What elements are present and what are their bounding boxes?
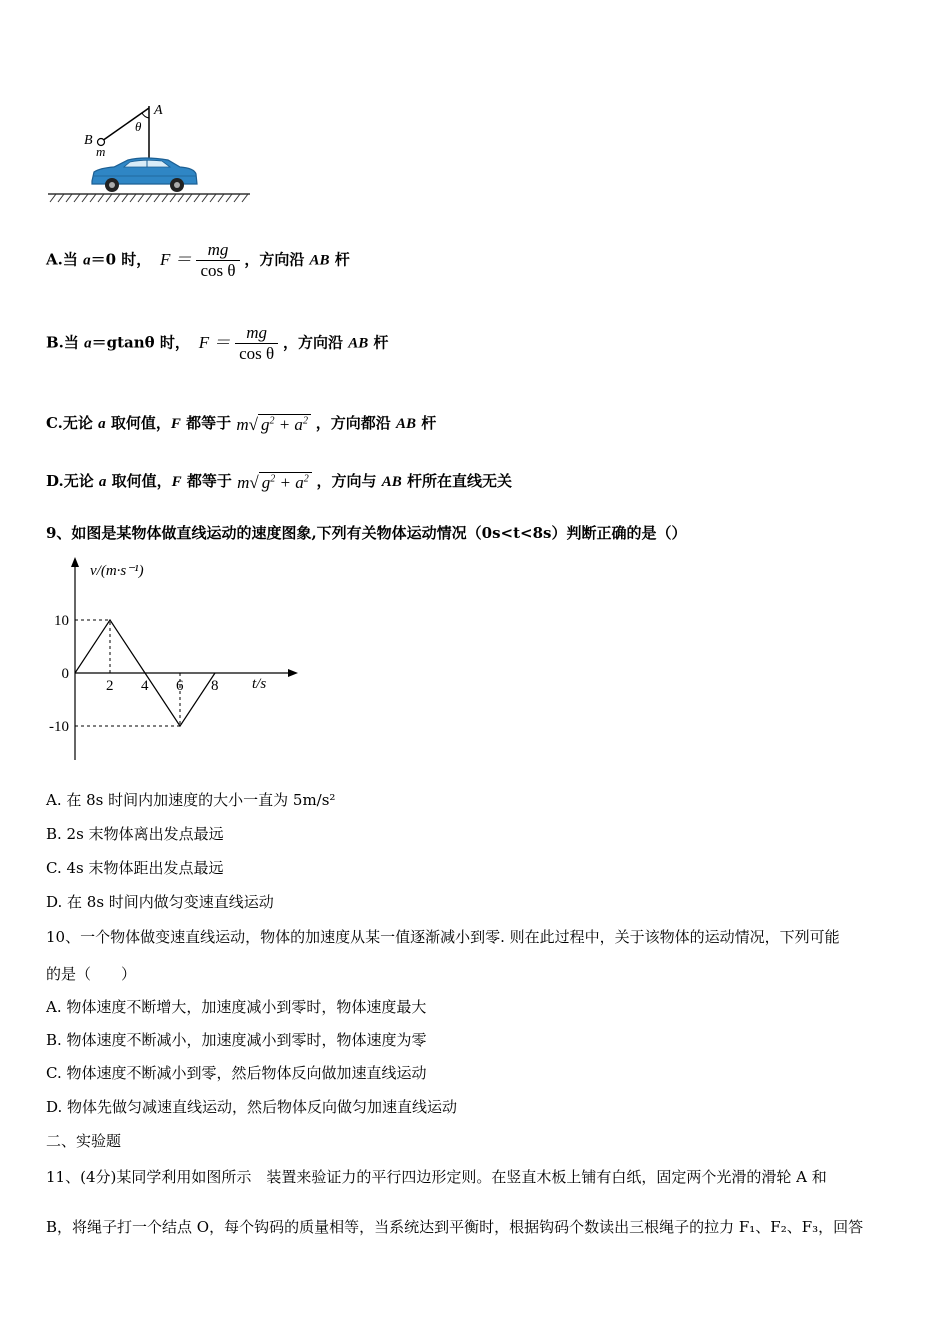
x-tick-label: 6 — [176, 678, 184, 694]
x-tick-labels — [106, 678, 219, 694]
y-tick-label: 0 — [61, 666, 69, 682]
y-tick-label: 10 — [54, 613, 69, 629]
q9-option-a: A. 在 8s 时间内加速度的大小一直为 5m/s² — [46, 791, 336, 809]
x-axis-label: t/s — [252, 676, 267, 692]
label-b: B — [84, 133, 93, 148]
q11-line2: B，将绳子打一个结点 O，每个钩码的质量相等，当系统达到平衡时，根据钩码个数读出三根绳子的拉力 F₁、F₂、F₃，回答 — [46, 1218, 864, 1236]
q9-option-b: B. 2s 末物体离出发点最远 — [46, 825, 224, 843]
y-tick-label: -10 — [49, 719, 69, 735]
rod-ab — [102, 108, 149, 141]
q8-option-b: B.当 a＝gtanθ 时， F ＝ $\frac{mg}{\text{cos θ}}$ ，方向沿 AB 杆 — [46, 323, 389, 363]
sqrt-expression: m√ $g^2 + a^2$ — [236, 414, 311, 435]
y-axis-arrow — [71, 557, 79, 567]
q10-option-c: C. 物体速度不断减小到零，然后物体反向做加速直线运动 — [46, 1064, 427, 1082]
label-theta: θ — [135, 119, 142, 134]
x-tick-label: 2 — [106, 678, 114, 694]
q9-option-d: D. 在 8s 时间内做匀变速直线运动 — [46, 893, 274, 911]
label-m: m — [96, 144, 106, 159]
x-tick-label: 8 — [211, 678, 219, 694]
q8-option-a: A.当 a＝0 时， F ＝ $\frac{mg}{\text{cos θ}}$ ，方向沿 AB 杆 — [46, 240, 350, 280]
q10-option-a: A. 物体速度不断增大，加速度减小到零时，物体速度最大 — [46, 998, 427, 1016]
sqrt-expression: m√ $g^2 + a^2$ — [237, 472, 312, 493]
q8-option-d: D.无论 a 取何值，F 都等于 m√ $g^2 + a^2$ ，方向与 AB 杆所在直线无关 — [46, 472, 512, 492]
q9-stem: 9、如图是某物体做直线运动的速度图象,下列有关物体运动情况（0s<t<8s）判断正确的是（） — [46, 524, 687, 542]
y-axis-label: v/(m·s⁻¹) — [90, 563, 144, 579]
q10-option-b: B. 物体速度不断减小，加速度减小到零时，物体速度为零 — [46, 1031, 427, 1049]
x-axis-arrow — [288, 669, 298, 677]
q11-line1: 11、(4分)某同学利用如图所示 装置来验证力的平行四边形定则。在竖直木板上铺有白纸，固定两个光滑的滑轮 A 和 — [46, 1168, 827, 1186]
q10-stem-line2: 的是（ ） — [46, 965, 137, 983]
y-tick-labels — [49, 613, 69, 735]
car — [92, 158, 197, 192]
q9-option-c: C. 4s 末物体距出发点最远 — [46, 859, 224, 877]
fraction: $\frac{mg}{\text{cos θ}}$ — [235, 323, 278, 364]
fraction: $\frac{mg}{\text{cos θ}}$ — [196, 240, 239, 281]
velocity-time-chart — [40, 555, 310, 770]
q10-option-d: D. 物体先做匀减速直线运动，然后物体反向做匀加速直线运动 — [46, 1098, 458, 1116]
car-rod-figure — [44, 96, 264, 211]
label-a: A — [154, 103, 163, 118]
ground-hatching — [50, 194, 248, 202]
x-tick-label: 4 — [141, 678, 149, 694]
q8-option-c: C.无论 a 取何值，F 都等于 m√ $g^2 + a^2$ ，方向都沿 AB 杆 — [46, 414, 437, 434]
q10-stem-line1: 10、一个物体做变速直线运动，物体的加速度从某一值逐渐减小到零. 则在此过程中，关于该物体的运动情况，下列可能 — [46, 928, 840, 946]
section-heading: 二、实验题 — [46, 1132, 122, 1150]
